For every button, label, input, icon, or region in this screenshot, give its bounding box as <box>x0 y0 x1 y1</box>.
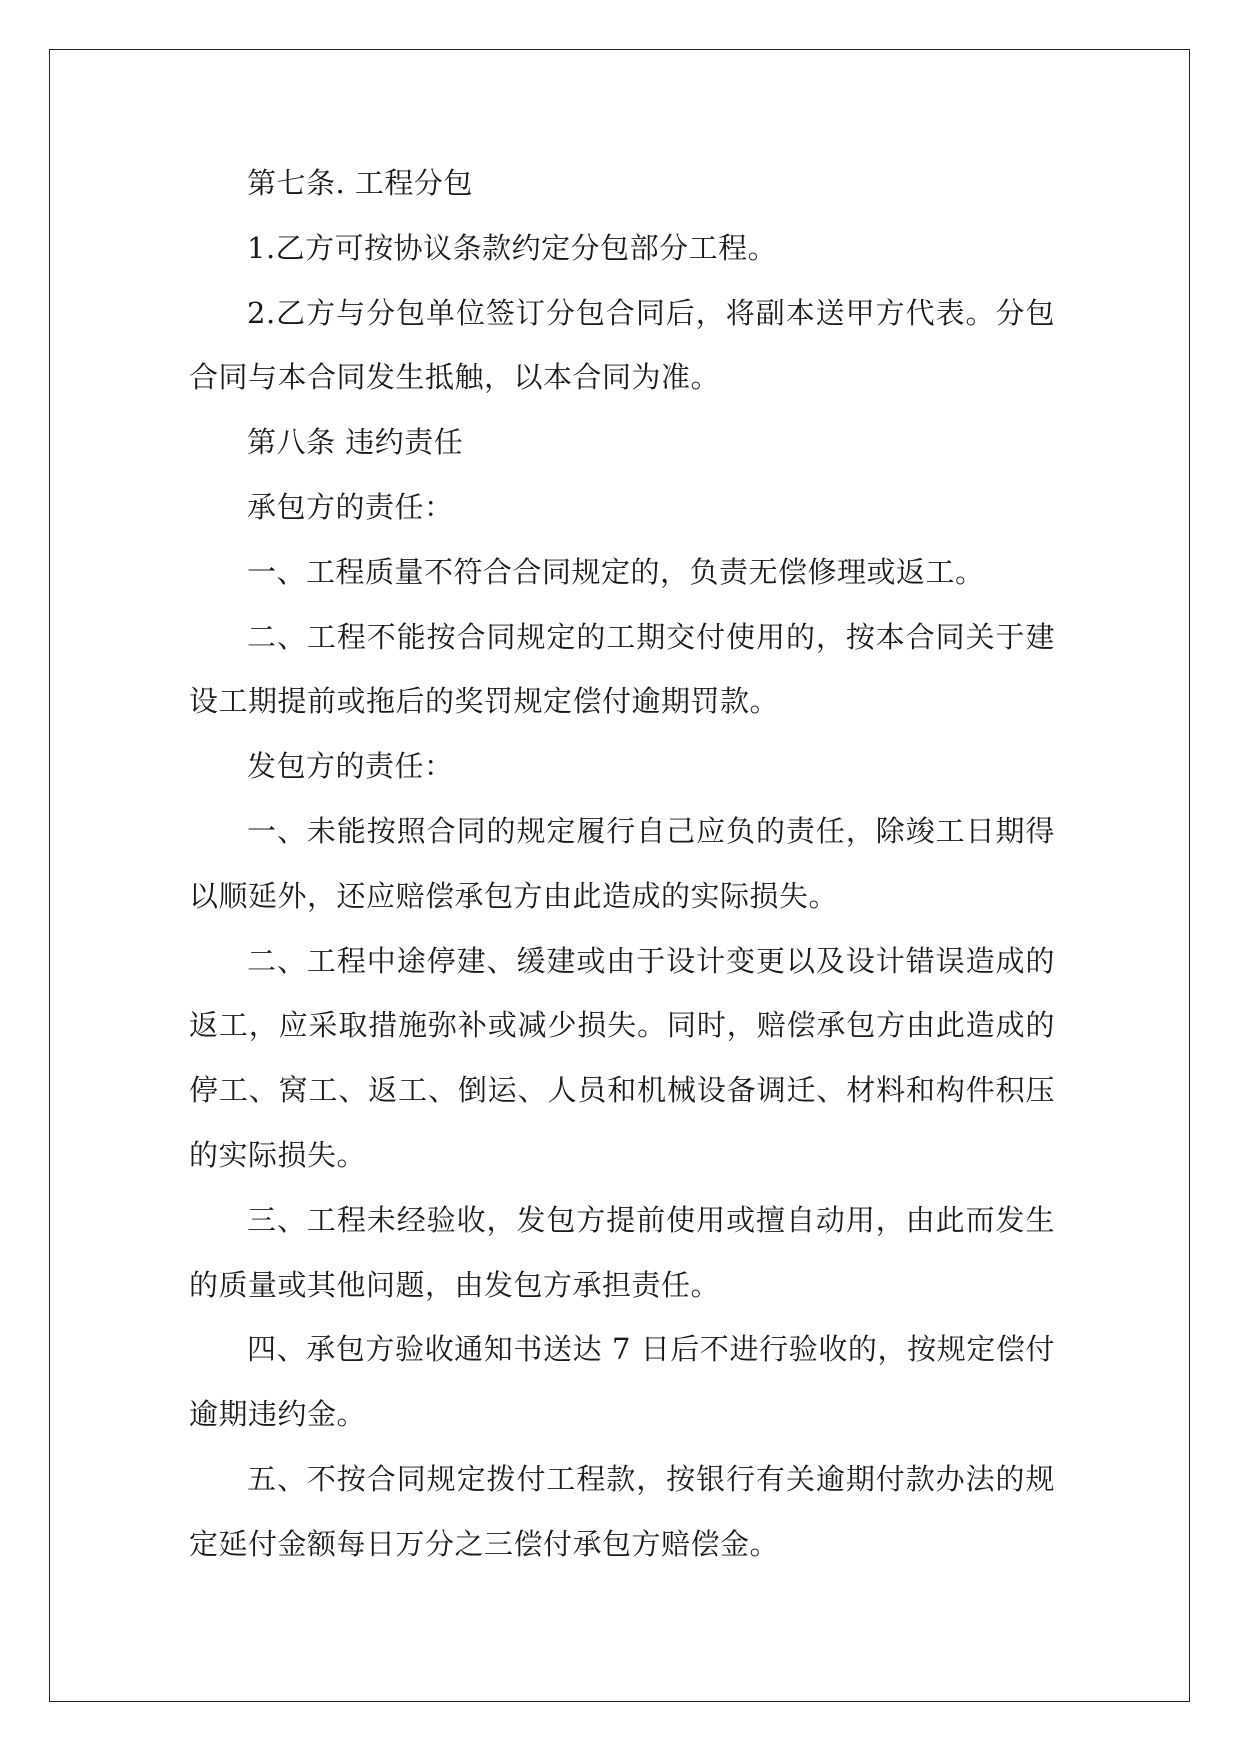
employer-responsibility-3: 三、工程未经验收，发包方提前使用或擅自动用，由此而发生的质量或其他问题，由发包方承担责任。 <box>189 1202 1055 1302</box>
article-7-heading: 第七条. 工程分包 <box>247 166 473 200</box>
article-7-clause-2: 2.乙方与分包单位签订分包合同后，将副本送甲方代表。分包合同与本合同发生抵触，以本合同为准。 <box>189 295 1055 395</box>
employer-responsibility-heading: 发包方的责任： <box>247 749 454 784</box>
contractor-responsibility-heading: 承包方的责任： <box>247 489 454 524</box>
employer-responsibility-5: 五、不按合同规定拨付工程款，按银行有关逾期付款办法的规定延付金额每日万分之三偿付承包方赔偿金。 <box>189 1461 1055 1561</box>
contractor-responsibility-2: 二、工程不能按合同规定的工期交付使用的，按本合同关于建设工期提前或拖后的奖罚规定偿付逾期罚款。 <box>189 619 1055 719</box>
employer-responsibility-2: 二、工程中途停建、缓建或由于设计变更以及设计错误造成的返工，应采取措施弥补或减少损失。同时，赔偿承包方由此造成的停工、窝工、返工、倒运、人员和机械设备调迁、材料和构件积压的实际损失。 <box>189 943 1055 1172</box>
document-body <box>189 151 1055 1577</box>
article-8-heading: 第八条 违约责任 <box>247 425 464 460</box>
contractor-responsibility-1: 一、工程质量不符合合同规定的，负责无偿修理或返工。 <box>247 554 985 589</box>
employer-responsibility-1: 一、未能按照合同的规定履行自己应负的责任，除竣工日期得以顺延外，还应赔偿承包方由此造成的实际损失。 <box>189 813 1055 913</box>
article-7-clause-1: 1.乙方可按协议条款约定分包部分工程。 <box>247 230 778 265</box>
employer-responsibility-4: 四、承包方验收通知书送达 7 日后不进行验收的，按规定偿付逾期违约金。 <box>189 1332 1055 1432</box>
